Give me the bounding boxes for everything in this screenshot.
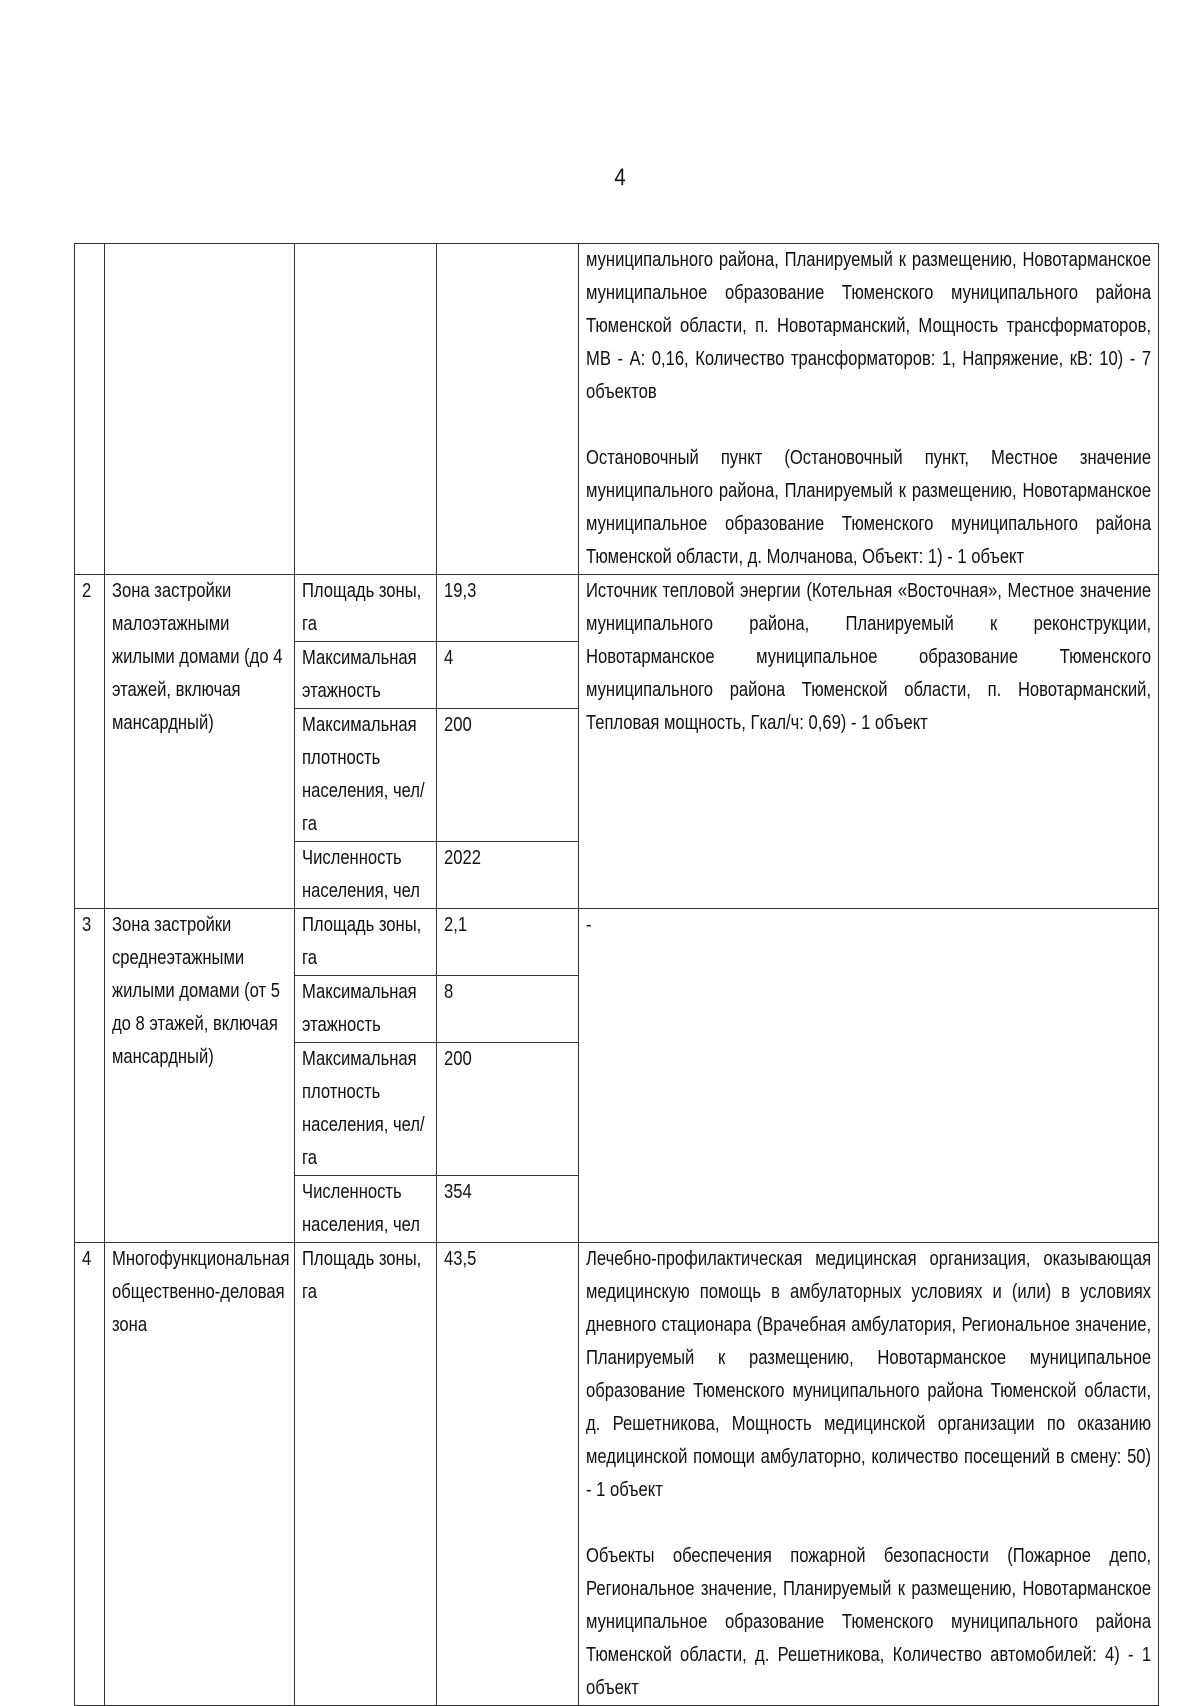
zone-name-cell — [105, 244, 295, 575]
param-name-cell — [295, 976, 437, 1043]
param-value: 19,3 — [444, 580, 477, 602]
param-name-cell — [295, 642, 437, 709]
objects-cell — [579, 909, 1159, 1243]
param-name: Площадь зоны, га — [302, 914, 422, 969]
table-row — [75, 244, 1159, 575]
param-value-cell — [437, 976, 579, 1043]
zone-name-cell — [105, 909, 295, 1243]
param-name: Максимальная этажность — [302, 647, 417, 702]
param-value-cell — [437, 709, 579, 842]
param-value-cell — [437, 642, 579, 709]
param-name-cell — [295, 244, 437, 575]
param-value-cell — [437, 1176, 579, 1243]
zones-table — [74, 243, 1159, 1706]
param-value: 2,1 — [444, 914, 468, 936]
param-name-cell — [295, 709, 437, 842]
param-name-cell — [295, 1176, 437, 1243]
row-number-cell — [75, 244, 105, 575]
objects-cell — [579, 244, 1159, 575]
param-name: Максимальная плотность населения, чел/га — [302, 714, 425, 835]
object-description: Объекты обеспечения пожарной безопасности (Пожарное депо, Региональное значение, Планируемый к размещению, Новотарманское муниципальное образование Тюменского муниципального района Тюменской области, д. Решетникова, Количество автомобилей: 4) - 1 объект — [586, 1545, 1152, 1699]
object-description: Остановочный пункт (Остановочный пункт, Местное значение муниципального района, Планируемый к размещению, Новотарманское муниципальное образование Тюменского муниципального района Тюменской области, д. Молчанова, Объект: 1) - 1 объект — [586, 447, 1152, 568]
table-row — [75, 1243, 1159, 1706]
param-value: 8 — [444, 981, 454, 1003]
zone-name-cell — [105, 1243, 295, 1706]
param-name-cell — [295, 575, 437, 642]
param-value-cell — [437, 1243, 579, 1706]
param-value-cell — [437, 842, 579, 909]
table-row — [75, 909, 1159, 976]
param-name-cell — [295, 842, 437, 909]
zone-name: Зона застройки среднеэтажными жилыми домами (от 5 до 8 этажей, включая мансардный) — [112, 914, 280, 1068]
param-value: 43,5 — [444, 1248, 477, 1270]
param-name: Площадь зоны, га — [302, 1248, 422, 1303]
zone-name: Зона застройки малоэтажными жилыми домами (до 4 этажей, включая мансардный) — [112, 580, 283, 734]
param-value-cell — [437, 244, 579, 575]
param-value: 2022 — [444, 847, 481, 869]
objects-cell — [579, 575, 1159, 909]
param-name: Максимальная плотность населения, чел/га — [302, 1048, 425, 1169]
object-description: - — [586, 914, 592, 936]
param-name: Численность населения, чел — [302, 847, 420, 902]
object-description: Лечебно-профилактическая медицинская организация, оказывающая медицинскую помощь в амбулаторных условиях и (или) в условиях дневного стационара (Врачебная амбулатория, Региональное значение, Планируемый к размещению, Новотарманское муниципальное образование Тюменского муниципального района Тюменской области, д. Решетникова, Мощность медицинской организации по оказанию медицинской помощи амбулаторно, количество посещений в смену: 50) - 1 объект — [586, 1248, 1152, 1501]
zone-name-cell — [105, 575, 295, 909]
object-description: Источник тепловой энергии (Котельная «Восточная», Местное значение муниципального района, Планируемый к реконструкции, Новотарманское муниципальное образование Тюменского муниципального района Тюменской области, п. Новотарманский, Тепловая мощность, Гкал/ч: 0,69) - 1 объект — [586, 580, 1152, 734]
row-number-cell — [75, 909, 105, 1243]
object-description: муниципального района, Планируемый к размещению, Новотарманское муниципальное образование Тюменского муниципального района Тюменской области, п. Новотарманский, Мощность трансформаторов, МВ - А: 0,16, Количество трансформаторов: 1, Напряжение, кВ: 10) - 7 объектов — [586, 249, 1152, 403]
param-name-cell — [295, 1243, 437, 1706]
page-number: 4 — [614, 164, 626, 191]
param-value: 4 — [444, 647, 454, 669]
param-name: Максимальная этажность — [302, 981, 417, 1036]
objects-cell — [579, 1243, 1159, 1706]
row-number: 4 — [82, 1248, 92, 1270]
param-name-cell — [295, 1043, 437, 1176]
param-name: Численность населения, чел — [302, 1181, 420, 1236]
param-value: 200 — [444, 1048, 472, 1070]
row-number-cell — [75, 575, 105, 909]
param-value: 354 — [444, 1181, 472, 1203]
table-row — [75, 575, 1159, 642]
param-value-cell — [437, 909, 579, 976]
row-number: 3 — [82, 914, 92, 936]
param-value: 200 — [444, 714, 472, 736]
param-value-cell — [437, 1043, 579, 1176]
row-number-cell — [75, 1243, 105, 1706]
param-value-cell — [437, 575, 579, 642]
param-name: Площадь зоны, га — [302, 580, 422, 635]
row-number: 2 — [82, 580, 92, 602]
zone-name: Многофункциональная общественно-деловая зона — [112, 1248, 290, 1336]
param-name-cell — [295, 909, 437, 976]
